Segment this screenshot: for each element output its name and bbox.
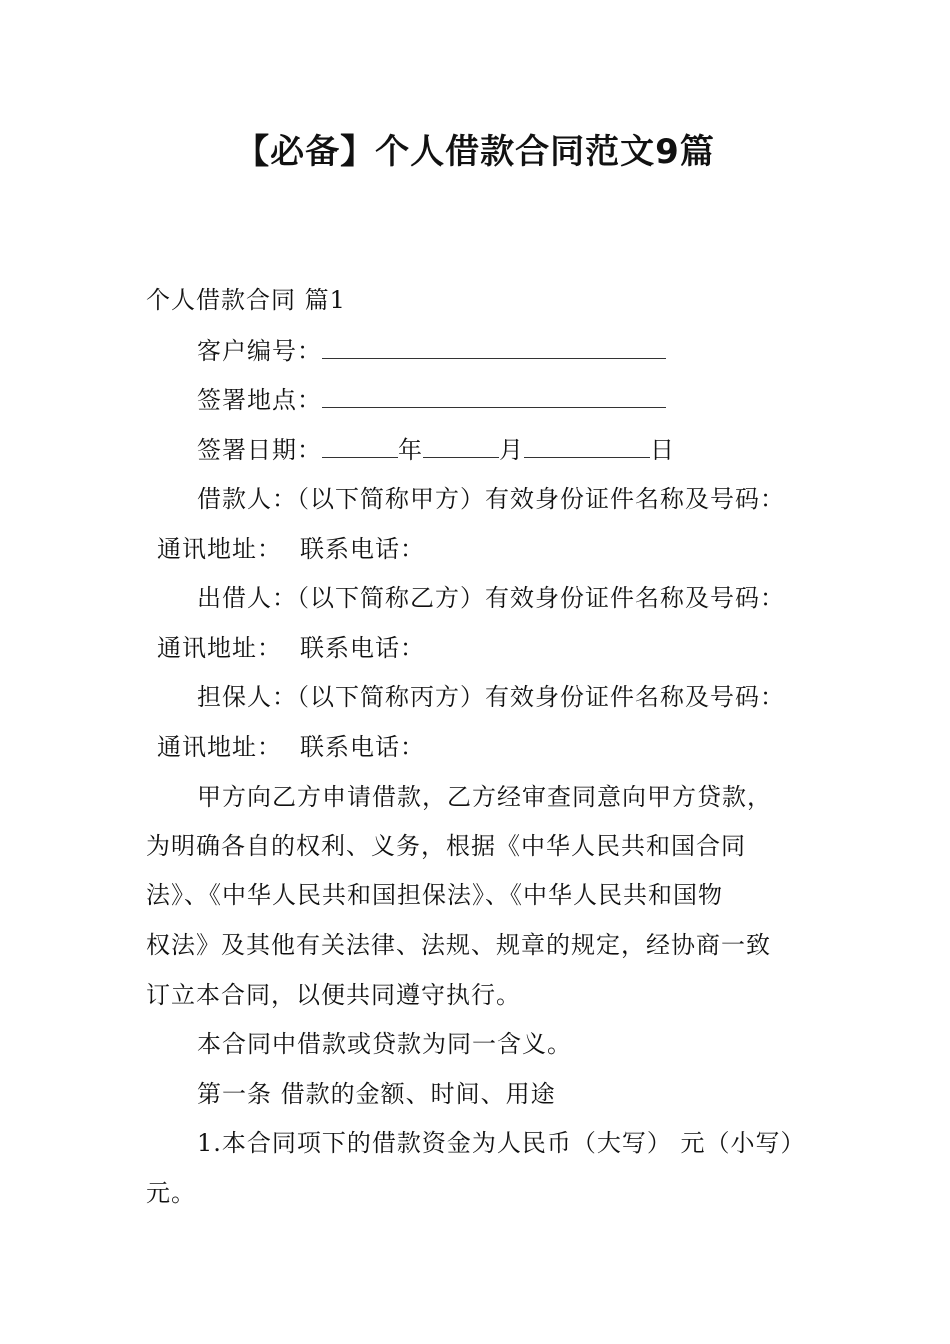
borrower-line: 借款人：（以下简称甲方）有效身份证件名称及号码： bbox=[197, 485, 785, 513]
preamble-line: 甲方向乙方申请借款，乙方经审查同意向甲方贷款， bbox=[197, 783, 772, 811]
borrower-phone-label: 联系电话： bbox=[300, 535, 425, 563]
preamble-line: 为明确各自的权利、义务，根据《中华人民共和国合同 bbox=[146, 832, 746, 860]
meaning-note: 本合同中借款或贷款为同一含义。 bbox=[197, 1030, 572, 1058]
customer-number-field bbox=[197, 336, 666, 366]
sign-place-blank bbox=[322, 385, 666, 408]
sign-place-field bbox=[197, 385, 666, 415]
article-1-heading: 第一条 借款的金额、时间、用途 bbox=[197, 1080, 556, 1108]
preamble-line: 法》、《中华人民共和国担保法》、《中华人民共和国物 bbox=[146, 881, 723, 909]
preamble-line: 订立本合同，以便共同遵守执行。 bbox=[146, 981, 521, 1009]
day-label: 日 bbox=[650, 436, 675, 464]
borrower-address-label: 通讯地址： bbox=[157, 535, 282, 563]
sign-date-field bbox=[197, 435, 675, 465]
borrower-contact bbox=[157, 534, 425, 564]
guarantor-line: 担保人：（以下简称丙方）有效身份证件名称及号码： bbox=[197, 683, 785, 711]
lender-address-label: 通讯地址： bbox=[157, 634, 282, 662]
customer-number-label: 客户编号： bbox=[197, 337, 322, 365]
document-title: 【必备】个人借款合同范文9篇 bbox=[235, 132, 715, 172]
lender-contact bbox=[157, 633, 425, 663]
guarantor-contact bbox=[157, 732, 425, 762]
sign-place-label: 签署地点： bbox=[197, 386, 322, 414]
customer-number-blank bbox=[322, 336, 666, 359]
day-blank bbox=[524, 435, 650, 458]
month-label: 月 bbox=[499, 436, 524, 464]
year-blank bbox=[322, 435, 398, 458]
month-blank bbox=[423, 435, 499, 458]
section-heading: 个人借款合同 篇1 bbox=[146, 286, 346, 314]
clause-1-line: 1.本合同项下的借款资金为人民币（大写） 元（小写） bbox=[197, 1129, 806, 1157]
lender-line: 出借人：（以下简称乙方）有效身份证件名称及号码： bbox=[197, 584, 785, 612]
guarantor-address-label: 通讯地址： bbox=[157, 733, 282, 761]
year-label: 年 bbox=[398, 436, 423, 464]
guarantor-phone-label: 联系电话： bbox=[300, 733, 425, 761]
sign-date-label: 签署日期： bbox=[197, 436, 322, 464]
lender-phone-label: 联系电话： bbox=[300, 634, 425, 662]
clause-1-line: 元。 bbox=[146, 1179, 196, 1207]
preamble-line: 权法》及其他有关法律、法规、规章的规定，经协商一致 bbox=[146, 931, 771, 959]
